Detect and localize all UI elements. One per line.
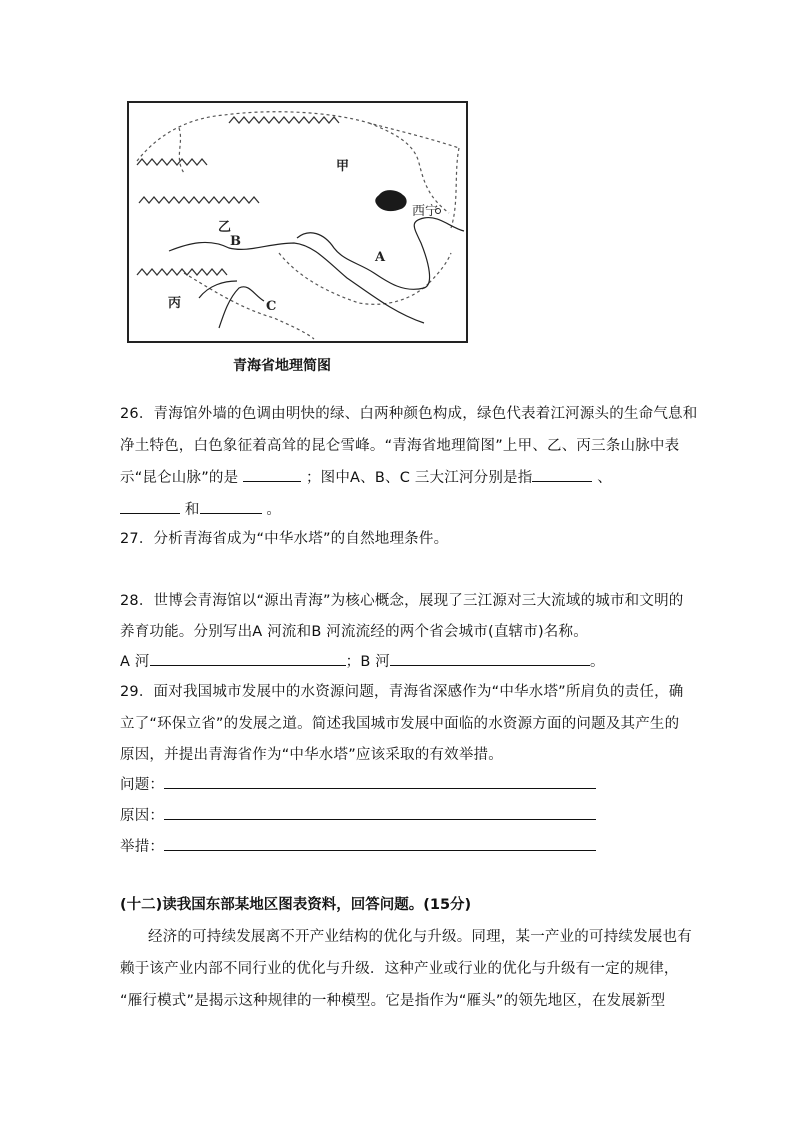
label-yi: 乙 [218,220,232,235]
q26-text: ；图中A、B、C 三大江河分别是指 [305,470,533,486]
q29-line3: 原因，并提出青海省作为“中华水塔”应该采取的有效举措。 [120,747,503,763]
q28-line3 [120,650,605,671]
province-border [451,148,459,228]
q27-text: 27．分析青海省成为“中华水塔”的自然地理条件。 [120,531,449,547]
q26-line2: 净土特色，白色象征着高耸的昆仑雪峰。“青海省地理简图”上甲、乙、丙三条山脉中表 [120,438,680,454]
q28-b-label: B 河 [360,654,391,670]
river-c [219,287,264,328]
q26-text: 示“昆仑山脉”的是 [120,470,239,486]
answer-blank-river-c[interactable] [200,499,262,514]
label-c: C [266,299,277,314]
q29-reason-label: 原因： [120,808,165,824]
q29-measure-label: 举措： [120,839,165,855]
q28-line1: 28．世博会青海馆以“源出青海”为核心概念，展现了三江源对三大流域的城市和文明的 [120,593,684,609]
province-border [184,273,314,339]
answer-blank-river-a[interactable] [532,467,592,482]
q29-reason-row [120,804,596,825]
q28-sep: ； [345,654,361,670]
label-jia: 甲 [336,159,350,174]
label-xining: 西宁 [412,204,439,219]
answer-blank-kunlun[interactable] [243,467,301,482]
mountain-range-jia [229,117,339,123]
label-b: B [230,234,241,249]
province-border [279,253,429,304]
river-b [169,242,424,323]
river-c [199,281,237,298]
section-12-title: (十二)读我国东部某地区图表资料，回答问题。(15分) [120,897,472,913]
qinghai-lake [375,190,406,211]
section-12-p3: “雁行模式”是揭示这种规律的一种模型。它是指作为“雁头”的领先地区，在发展新型 [120,993,666,1009]
q29-line2: 立了“环保立省”的发展之道。简述我国城市发展中面临的水资源方面的问题及其产生的 [120,716,680,732]
answer-blank-b-river[interactable] [390,651,590,666]
q29-measure-row [120,835,596,856]
answer-blank-a-river[interactable] [150,651,346,666]
section-12-p1: 经济的可持续发展离不开产业结构的优化与升级。同理，某一产业的可持续发展也有 [148,929,692,945]
answer-blank-reason[interactable] [164,805,596,820]
mountain-range-yi [139,197,259,203]
q26-text: 、 [597,470,612,486]
answer-blank-problem[interactable] [164,774,596,789]
answer-blank-measure[interactable] [164,836,596,851]
label-bing: 丙 [168,296,182,311]
q29-problem-label: 问题： [120,777,165,793]
q29-line1: 29．面对我国城市发展中的水资源问题，青海省深感作为“中华水塔”所肩负的责任，确 [120,684,684,700]
mountain-range-jia [137,159,207,165]
province-border [137,112,459,161]
q26-line4 [120,498,281,519]
mountain-range-bing [137,269,227,275]
q29-problem-row [120,773,596,794]
label-a: A [375,250,386,265]
answer-blank-river-b[interactable] [120,499,180,514]
q26-line1: 26．青海馆外墙的色调由明快的绿、白两种颜色构成，绿色代表着江河源头的生命气息和 [120,406,698,422]
q28-a-label: A 河 [120,654,150,670]
map-caption: 青海省地理简图 [233,358,331,374]
q28-line2: 养育功能。分别写出A 河流和B 河流流经的两个省会城市(直辖市)名称。 [120,624,588,640]
q28-end: 。 [590,654,605,670]
province-border [179,128,184,173]
qinghai-map [127,101,468,343]
q26-text: 。 [266,502,282,518]
q26-line3 [120,466,612,487]
q26-text: 和 [184,502,200,518]
province-border [429,253,451,283]
section-12-p2: 赖于该产业内部不同行业的优化与升级．这种产业或行业的优化与升级有一定的规律， [120,961,679,977]
